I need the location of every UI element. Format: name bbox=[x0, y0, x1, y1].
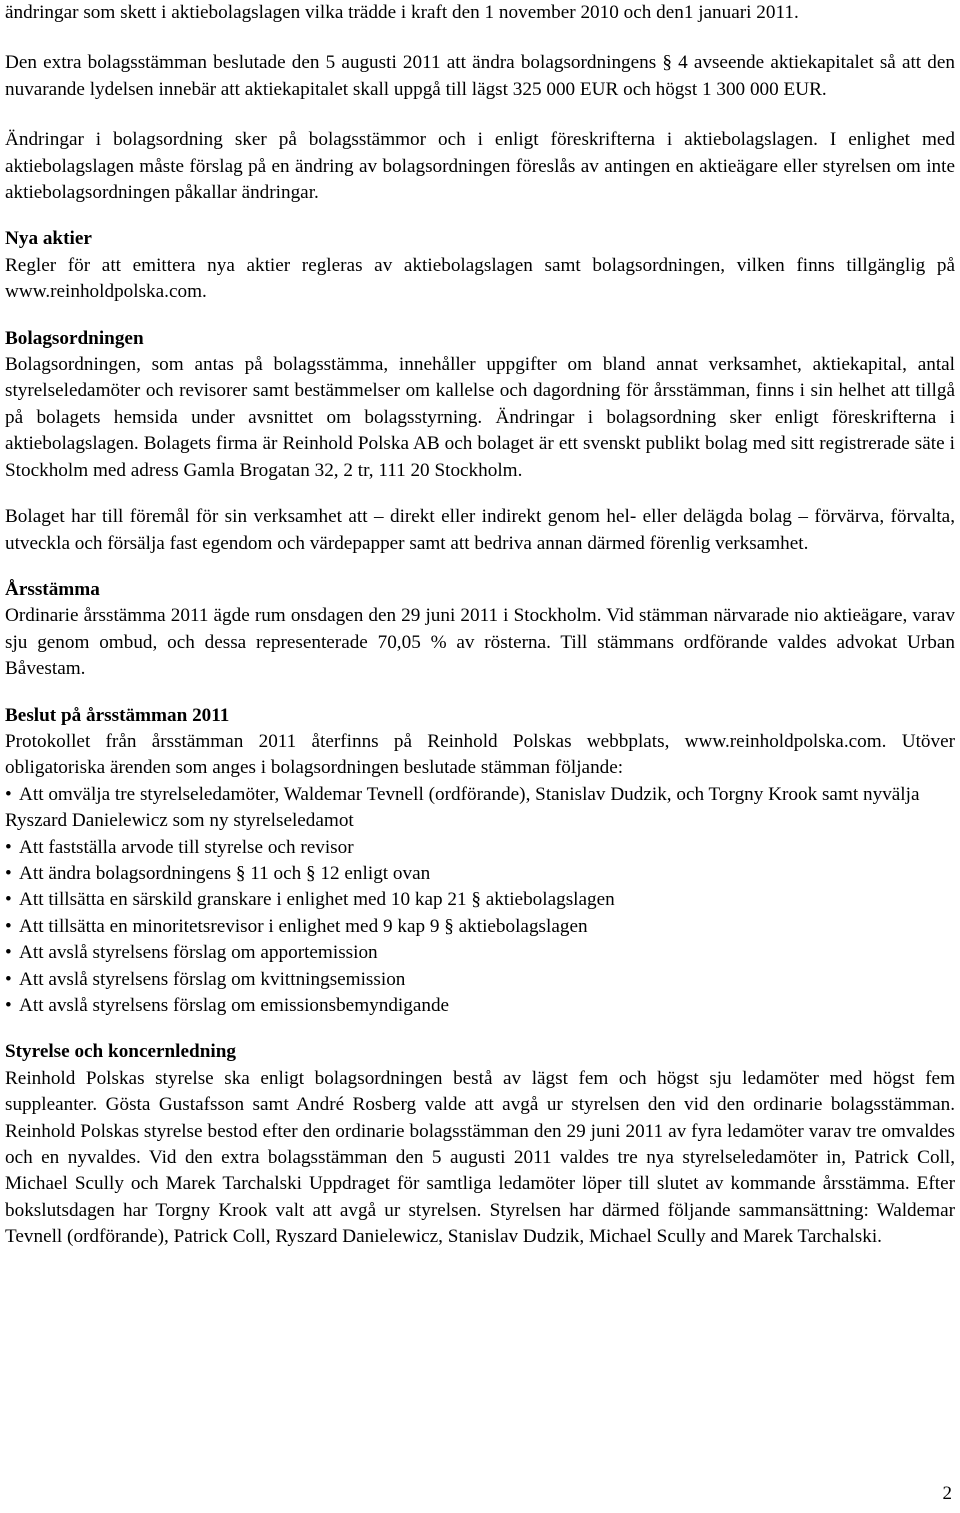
beslut-list bbox=[5, 782, 955, 1020]
bullet-icon: • bbox=[5, 783, 12, 805]
list-item: • Att avslå styrelsens förslag om kvittningsemission bbox=[5, 967, 955, 993]
list-item: • Att avslå styrelsens förslag om apportemission bbox=[5, 940, 955, 966]
intro-paragraph-1: ändringar som skett i aktiebolagslagen vilka trädde i kraft den 1 november 2010 och den1 januari 2011. bbox=[5, 2, 799, 23]
bullet-icon: • bbox=[5, 836, 12, 858]
list-item: • Att tillsätta en särskild granskare i enlighet med 10 kap 21 § aktiebolagslagen bbox=[5, 887, 955, 913]
list-item: • Att omvälja tre styrelseledamöter, Waldemar Tevnell (ordförande), Stanislav Dudzik, och Torgny Krook samt nyvälja Ryszard Danielewicz som ny styrelseledamot bbox=[5, 783, 920, 832]
section-nya-aktier bbox=[5, 226, 955, 305]
document-page bbox=[5, 0, 955, 1251]
intro-paragraph-3: Ändringar i bolagsordning sker på bolagsstämmor och i enligt föreskrifterna i aktiebolagslagen. I enlighet med aktiebolagslagen måste förslag på en ändring av bolagsordningen föreslås av antingen en aktieägare eller styrelsen om inte aktiebolagsordningen påkallar ändringar. bbox=[5, 129, 955, 204]
bullet-icon: • bbox=[5, 915, 12, 937]
bullet-icon: • bbox=[5, 968, 12, 990]
section-arsstamma bbox=[5, 577, 955, 683]
beslut-text: Protokollet från årsstämman 2011 återfinns på Reinhold Polskas webbplats, www.reinholdpolska.com. Utöver obligatoriska ärenden som anges i bolagsordningen beslutade stämman följande: bbox=[5, 730, 955, 779]
intro-paragraph-2: Den extra bolagsstämman beslutade den 5 augusti 2011 att ändra bolagsordningens § 4 avseende aktiekapitalet så att den nuvarande lydelsen innebär att aktiekapitalet skall uppgå till lägst 325 000 EUR och högst 1 300 000 EUR. bbox=[5, 52, 955, 100]
bolagsordningen-text-2: Bolaget har till föremål för sin verksamhet att – direkt eller indirekt genom hel- eller delägda bolag – förvärva, förvalta, utveckla och försälja fast egendom och värdepapper samt att bedriva annan därmed förenlig verksamhet. bbox=[5, 506, 955, 554]
bullet-icon: • bbox=[5, 889, 12, 911]
section-styrelse bbox=[5, 1039, 955, 1250]
styrelse-heading: Styrelse och koncernledning bbox=[5, 1041, 236, 1063]
list-item: • Att avslå styrelsens förslag om emissionsbemyndigande bbox=[5, 993, 955, 1019]
bolagsordningen-text: Bolagsordningen, som antas på bolagsstämma, innehåller uppgifter om bland annat verksamhet, aktiekapital, antal styrelseledamöter och revisorer samt bestämmelser om kallelse och dagordning för årsstämman, finns i sin helhet att tillgå på bolagets hemsida under avsnittet om bolagsstyrning. Ändringar i bolagsordning sker enligt föreskrifterna i aktiebolagslagen. Bolagets firma är Reinhold Polska AB och bolaget är ett svenskt publikt bolag med sitt registrerade säte i Stockholm med adress Gamla Brogatan 32, 2 tr, 111 20 Stockholm. bbox=[5, 354, 955, 481]
bullet-icon: • bbox=[5, 942, 12, 964]
nya-aktier-text: Regler för att emittera nya aktier regleras av aktiebolagslagen samt bolagsordningen, vilken finns tillgänglig på www.reinholdpolska.com. bbox=[5, 254, 955, 303]
section-beslut bbox=[5, 703, 955, 1020]
bullet-icon: • bbox=[5, 862, 12, 884]
list-item: • Att ändra bolagsordningens § 11 och § 12 enligt ovan bbox=[5, 861, 955, 887]
list-item: • Att tillsätta en minoritetsrevisor i enlighet med 9 kap 9 § aktiebolagslagen bbox=[5, 914, 955, 940]
arsstamma-heading: Årsstämma bbox=[5, 578, 100, 600]
bullet-icon: • bbox=[5, 995, 12, 1016]
section-bolagsordningen bbox=[5, 326, 955, 557]
page-number: 2 bbox=[942, 1483, 952, 1504]
nya-aktier-heading: Nya aktier bbox=[5, 228, 92, 250]
beslut-heading: Beslut på årsstämman 2011 bbox=[5, 704, 230, 726]
arsstamma-text: Ordinarie årsstämma 2011 ägde rum onsdagen den 29 juni 2011 i Stockholm. Vid stämman närvarade nio aktieägare, varav sju genom ombud, och dessa representerade 70,05 % av rösterna. Till stämmans ordförande valdes advokat Urban Båvestam. bbox=[5, 605, 955, 680]
bolagsordningen-heading: Bolagsordningen bbox=[5, 327, 144, 349]
list-item: • Att fastställa arvode till styrelse och revisor bbox=[5, 835, 955, 861]
styrelse-text: Reinhold Polskas styrelse ska enligt bolagsordningen bestå av lägst fem och högst sju ledamöter med högst fem suppleanter. Gösta Gustafsson samt André Rosberg valde att avgå ur styrelsen den vid den ordinarie bolagsstämman. Reinhold Polskas styrelse bestod efter den ordinarie bolagsstämman den 29 juni 2011 av fyra ledamöter varav tre omvaldes och en nyvaldes. Vid den extra bolagsstämman den 5 augusti 2011 valdes tre nya styrelseledamöter in, Patrick Coll, Michael Scully och Marek Tarchalski Uppdraget för samtliga ledamöter löper till slutet av kommande årsstämma. Efter bokslutsdagen har Torgny Krook valt att avgå ur styrelsen. Styrelsen har därmed följande sammansättning: Waldemar Tevnell (ordförande), Patrick Coll, Ryszard Danielewicz, Stanislav Dudzik, Michael Scully and Marek Tarchalski. bbox=[5, 1067, 955, 1248]
